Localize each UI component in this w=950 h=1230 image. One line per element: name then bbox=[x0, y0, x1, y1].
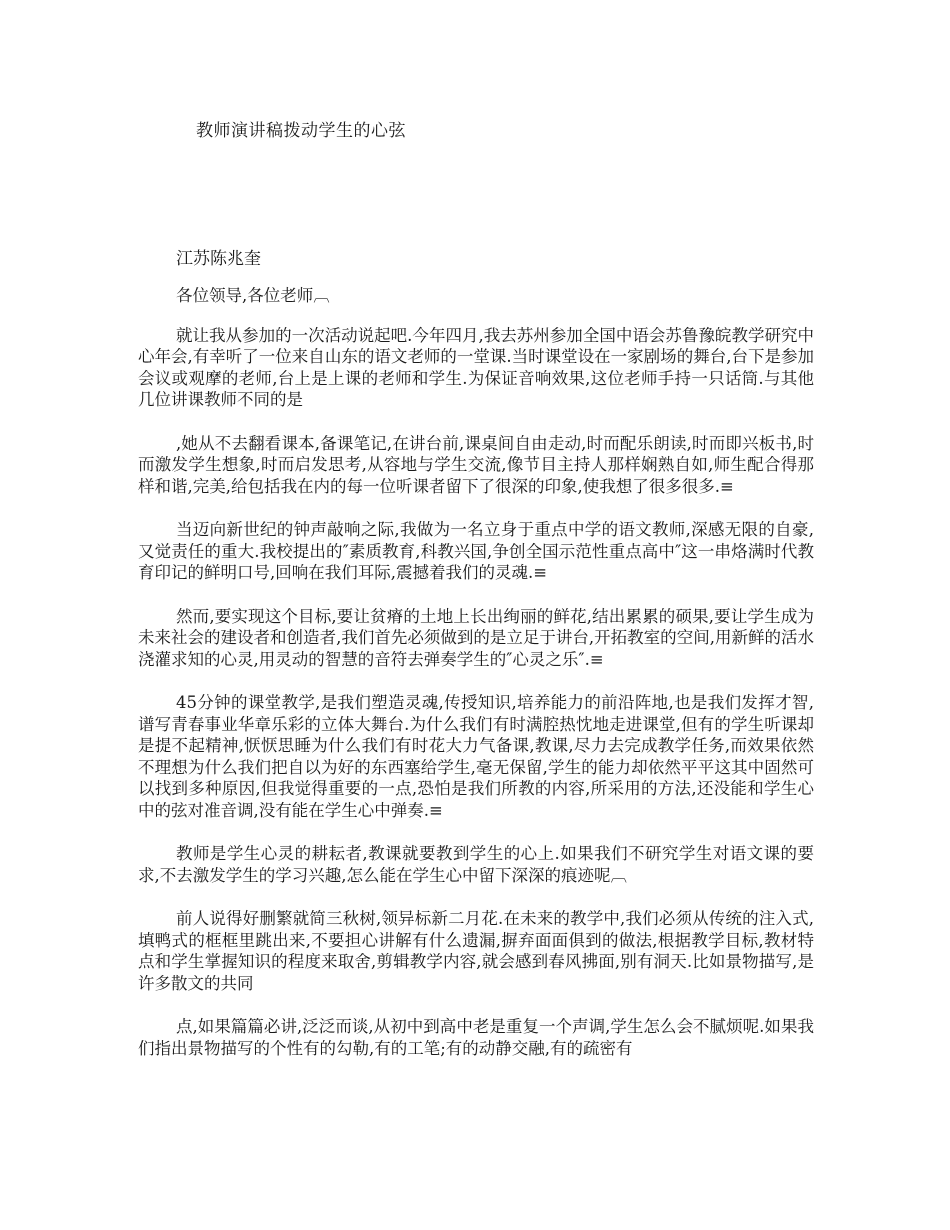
paragraph: 然而,要实现这个目标,要让贫瘠的土地上长出绚丽的鲜花,结出累累的硕果,要让学生成为未来社会的建设者和创造者,我们首先必须做到的是立足于讲台,开拓教室的空间,用新鲜的活水浇灌求知的心灵,用灵动的智慧的音符去弹奏学生的″心灵之乐″.≡ bbox=[138, 606, 814, 669]
paragraph: 就让我从参加的一次活动说起吧.今年四月,我去苏州参加全国中语会苏鲁豫皖教学研究中心年会,有幸听了一位来自山东的语文老师的一堂课.当时课堂设在一家剧场的舞台,台下是参加会议或观摩的老师,台上是上课的老师和学生.为保证音响效果,这位老师手持一只话筒.与其他几位讲课教师不同的是 bbox=[138, 325, 814, 409]
paragraph: 前人说得好删繁就简三秋树,领异标新二月花.在未来的教学中,我们必须从传统的注入式,填鸭式的框框里跳出来,不要担心讲解有什么遗漏,摒弃面面俱到的做法,根据教学目标,教材特点和学生掌握知识的程度来取舍,剪辑教学内容,就会感到春风拂面,别有洞天.比如景物描写,是许多散文的共同 bbox=[138, 909, 814, 993]
paragraph-greeting: 各位领导,各位老师︹ bbox=[176, 286, 330, 305]
paragraph: 45分钟的课堂教学,是我们塑造灵魂,传授知识,培养能力的前沿阵地,也是我们发挥才智,谱写青春事业华章乐彩的立体大舞台.为什么我们有时满腔热忱地走进课堂,但有的学生听课却是提不起精神,恹恹思睡为什么我们有时花大力气备课,教课,尽力去完成教学任务,而效果依然不理想为什么我们把自以为好的东西塞给学生,毫无保留,学生的能力却依然平平这其中固然可以找到多种原因,但我觉得重要的一点,恐怕是我们所教的内容,所采用的方法,还没能和学生心中的弦对准音调,没有能在学生心中弹奏.≡ bbox=[138, 693, 814, 820]
paragraph: 当迈向新世纪的钟声敲响之际,我做为一名立身于重点中学的语文教师,深感无限的自豪,又觉责任的重大.我校提出的″素质教育,科教兴国,争创全国示范性重点高中″这一串烙满时代教育印记的鲜明口号,回响在我们耳际,震撼着我们的灵魂.≡ bbox=[138, 520, 814, 582]
paragraph: 教师是学生心灵的耕耘者,教课就要教到学生的心上.如果我们不研究学生对语文课的要求,不去激发学生的学习兴趣,怎么能在学生心中留下深深的痕迹呢︹ bbox=[138, 844, 814, 885]
document-title: 教师演讲稿拨动学生的心弦 bbox=[196, 121, 406, 141]
document-body bbox=[138, 285, 814, 1081]
author-line: 江苏陈兆奎 bbox=[176, 249, 261, 269]
paragraph: ,她从不去翻看课本,备课笔记,在讲台前,课桌间自由走动,时而配乐朗读,时而即兴板书,时而激发学生想象,时而启发思考,从容地与学生交流,像节目主持人那样娴熟自如,师生配合得那样和谐,完美,给包括我在内的每一位听课者留下了很深的印象,使我想了很多很多.≡ bbox=[138, 433, 814, 496]
paragraph: 点,如果篇篇必讲,泛泛而谈,从初中到高中老是重复一个声调,学生怎么会不腻烦呢.如果我们指出景物描写的个性有的勾勒,有的工笔;有的动静交融,有的疏密有 bbox=[138, 1017, 814, 1058]
